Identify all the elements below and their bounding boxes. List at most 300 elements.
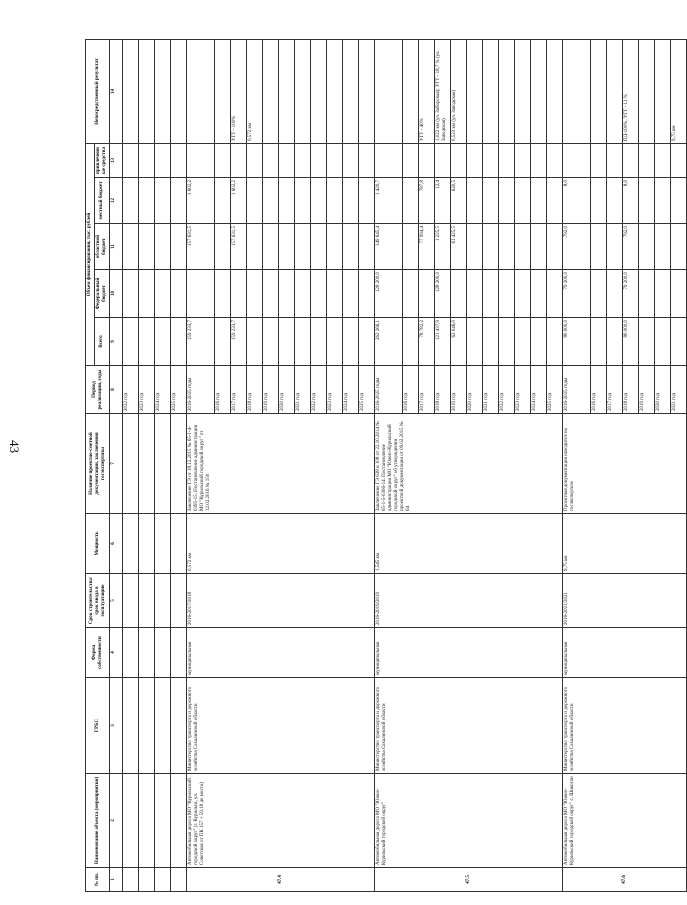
empty-cell (171, 774, 187, 868)
local-cell (499, 178, 515, 224)
federal-cell: 128 200,0 (375, 270, 403, 318)
federal-cell (359, 270, 375, 318)
empty-cell (123, 414, 139, 514)
rotated-table-sheet (85, 40, 677, 892)
federal-cell (639, 270, 655, 318)
regional-cell (607, 224, 623, 270)
empty-cell (139, 144, 155, 178)
empty-cell (171, 628, 187, 678)
federal-cell (279, 270, 295, 318)
local-cell: 1 602,2 (187, 178, 215, 224)
period-cell: 2017 год (231, 366, 247, 414)
regional-cell (215, 224, 231, 270)
object-docs: Проектная документация находится на госэкспертизе (563, 414, 687, 514)
total-cell: 62 046,0 (451, 318, 467, 366)
period-cell: 2016 год (215, 366, 231, 414)
federal-cell: 79 200,0 (563, 270, 591, 318)
regional-cell (343, 224, 359, 270)
federal-cell (671, 270, 687, 318)
result-cell: УГТ - 40% (419, 40, 435, 144)
private-cell (215, 144, 231, 178)
local-cell (279, 178, 295, 224)
object-capacity: 1,545 км (375, 514, 563, 574)
federal-cell (263, 270, 279, 318)
regional-cell (327, 224, 343, 270)
result-cell (639, 40, 655, 144)
result-cell (375, 40, 403, 144)
empty-cell (155, 678, 171, 774)
private-cell (499, 144, 515, 178)
header-regional: областной бюджет (95, 224, 110, 270)
regional-cell (655, 224, 671, 270)
empty-cell (139, 678, 155, 774)
result-cell (263, 40, 279, 144)
regional-cell (247, 224, 263, 270)
total-cell (263, 318, 279, 366)
column-number-cell: 13 (110, 144, 123, 178)
private-cell (419, 144, 435, 178)
private-cell (623, 144, 639, 178)
object-name: Автомобильная дорога МО "Южно-Курильский городской округ" с. Шикотан (563, 774, 687, 868)
regional-cell (403, 224, 419, 270)
period-cell: 2024 год (343, 366, 359, 414)
regional-cell (263, 224, 279, 270)
private-cell (655, 144, 671, 178)
federal-cell (343, 270, 359, 318)
period-cell: 2018 год (623, 366, 639, 414)
period-cell: 2019 год (451, 366, 467, 414)
result-cell: 1,022 км (ул. Заборская); УГТ - 18,7 % (ул. Заводская) (435, 40, 451, 144)
local-cell (343, 178, 359, 224)
period-cell: 2022 год (123, 366, 139, 414)
page-number: 43 (7, 440, 22, 453)
empty-cell (155, 514, 171, 574)
regional-cell (359, 224, 375, 270)
table-row (123, 40, 139, 892)
result-cell (403, 40, 419, 144)
total-cell (279, 318, 295, 366)
period-cell: 2016-2025 годы (563, 366, 591, 414)
federal-cell (483, 270, 499, 318)
private-cell (483, 144, 499, 178)
regional-cell (671, 224, 687, 270)
local-cell (655, 178, 671, 224)
private-cell (247, 144, 263, 178)
empty-cell (155, 774, 171, 868)
period-cell: 2025 год (359, 366, 375, 414)
result-cell (547, 40, 563, 144)
local-cell (403, 178, 419, 224)
regional-cell (279, 224, 295, 270)
column-number-cell: 8 (110, 366, 123, 414)
local-cell (547, 178, 563, 224)
local-cell (639, 178, 655, 224)
empty-cell (123, 144, 139, 178)
total-cell (639, 318, 655, 366)
regional-cell: 1 225,5 (435, 224, 451, 270)
empty-cell (155, 628, 171, 678)
result-cell (563, 40, 591, 144)
empty-cell (123, 224, 139, 270)
column-number-cell: 6 (110, 514, 123, 574)
object-docs: Заключение ГЭ 638 и 108 от 22.10.2014 № 65-1-5-0306-14. Постановление администрации МО "Южно-Курильский городской округ" об утверждении проектной документации от 09.02.2015 № 64 (375, 414, 563, 514)
regional-cell: 792,0 (563, 224, 591, 270)
empty-cell (171, 144, 187, 178)
regional-cell: 61 425,5 (451, 224, 467, 270)
period-cell: 2016 год (403, 366, 419, 414)
table-row (563, 40, 591, 892)
empty-cell (155, 40, 171, 144)
period-cell: 2024 год (155, 366, 171, 414)
period-cell: 2021 год (671, 366, 687, 414)
empty-cell (171, 178, 187, 224)
federal-cell (311, 270, 327, 318)
local-cell (531, 178, 547, 224)
empty-cell (139, 40, 155, 144)
federal-cell (591, 270, 607, 318)
federal-cell (547, 270, 563, 318)
regional-cell (311, 224, 327, 270)
empty-cell (171, 224, 187, 270)
total-cell (295, 318, 311, 366)
column-number-cell: 11 (110, 224, 123, 270)
total-cell: 80 000,0 (623, 318, 639, 366)
object-number: 47.4 (187, 868, 375, 892)
local-cell (359, 178, 375, 224)
regional-cell (295, 224, 311, 270)
object-grbs: Министерство транспорта и дорожного хозяйства Сахалинской области (187, 678, 375, 774)
header-capacity: Мощность (86, 514, 110, 574)
empty-cell (139, 270, 155, 318)
local-cell: 787,8 (419, 178, 435, 224)
period-cell: 2023 год (327, 366, 343, 414)
total-cell (483, 318, 499, 366)
federal-cell (215, 270, 231, 318)
empty-cell (171, 414, 187, 514)
column-number-cell: 5 (110, 574, 123, 628)
header-docs: Наличие проектно-сметной документации, заключения госэкспертизы (86, 414, 110, 514)
header-local: местный бюджет (95, 178, 110, 224)
private-cell (187, 144, 215, 178)
federal-cell (607, 270, 623, 318)
empty-cell (139, 318, 155, 366)
column-number-cell: 10 (110, 270, 123, 318)
private-cell (279, 144, 295, 178)
result-cell: 9,75 км (671, 40, 687, 144)
empty-cell (139, 774, 155, 868)
empty-cell (123, 628, 139, 678)
local-cell: 12,4 (435, 178, 451, 224)
table-row (171, 40, 187, 892)
table-row (139, 40, 155, 892)
empty-cell (139, 868, 155, 892)
object-capacity: 0,572 км (187, 514, 375, 574)
object-grbs: Министерство транспорта и дорожного хозяйства Сахалинской области (375, 678, 563, 774)
header-grbs: ГРБС (86, 678, 110, 774)
empty-cell (123, 318, 139, 366)
object-number: 47.6 (563, 868, 687, 892)
empty-cell (123, 270, 139, 318)
header-total: Всего (95, 318, 110, 366)
table-row (187, 40, 215, 892)
header-funding: Объем финансирования, тыс. рублей (86, 144, 95, 366)
column-number-cell: 2 (110, 774, 123, 868)
private-cell (547, 144, 563, 178)
private-cell (671, 144, 687, 178)
federal-cell (231, 270, 247, 318)
period-cell: 2022 год (499, 366, 515, 414)
header-period: Период реализации, годы (86, 366, 110, 414)
column-number-cell: 14 (110, 40, 123, 144)
object-name: Автомобильная дорога МО "Южно-Курильский городской округ" (375, 774, 563, 868)
result-cell (311, 40, 327, 144)
local-cell (671, 178, 687, 224)
empty-cell (155, 144, 171, 178)
local-cell: 620,5 (451, 178, 467, 224)
total-cell (671, 318, 687, 366)
result-cell (591, 40, 607, 144)
table-row (375, 40, 403, 892)
local-cell: 8,0 (563, 178, 591, 224)
period-cell: 2020 год (655, 366, 671, 414)
regional-cell: 157 631,5 (187, 224, 215, 270)
local-cell (515, 178, 531, 224)
total-cell (327, 318, 343, 366)
private-cell (607, 144, 623, 178)
private-cell (451, 144, 467, 178)
total-cell (607, 318, 623, 366)
local-cell: 8,0 (623, 178, 639, 224)
period-cell: 2018 год (435, 366, 451, 414)
federal-cell (499, 270, 515, 318)
total-cell: 121 437,9 (435, 318, 451, 366)
empty-cell (155, 318, 171, 366)
empty-cell (123, 678, 139, 774)
empty-cell (171, 318, 187, 366)
result-cell (343, 40, 359, 144)
empty-cell (123, 178, 139, 224)
object-term: 2016-2019/2019 (375, 574, 563, 628)
regional-cell: 157 631,5 (231, 224, 247, 270)
header-result: Непосредственный результат (86, 40, 110, 144)
period-cell: 2023 год (139, 366, 155, 414)
column-numbers-row (110, 40, 123, 892)
period-cell: 2025 год (171, 366, 187, 414)
empty-cell (171, 40, 187, 144)
federal-cell (531, 270, 547, 318)
federal-cell (327, 270, 343, 318)
federal-cell (187, 270, 215, 318)
empty-cell (155, 414, 171, 514)
private-cell (467, 144, 483, 178)
local-cell (311, 178, 327, 224)
federal-cell: 79 200,0 (623, 270, 639, 318)
federal-cell (295, 270, 311, 318)
total-cell: 159 233,7 (231, 318, 247, 366)
federal-cell (467, 270, 483, 318)
private-cell (563, 144, 591, 178)
regional-cell (515, 224, 531, 270)
result-cell (187, 40, 215, 144)
object-number: 47.5 (375, 868, 563, 892)
result-cell (607, 40, 623, 144)
result-cell: 0,572 км (247, 40, 263, 144)
local-cell (247, 178, 263, 224)
local-cell: 1 420,7 (375, 178, 403, 224)
federal-cell (419, 270, 435, 318)
period-cell: 2019 год (263, 366, 279, 414)
column-number-cell: 12 (110, 178, 123, 224)
header-no: № пп. (86, 868, 110, 892)
object-capacity: 9,75 км (563, 514, 687, 574)
result-cell (215, 40, 231, 144)
private-cell (375, 144, 403, 178)
empty-cell (139, 574, 155, 628)
federal-cell: 128 200,0 (435, 270, 451, 318)
header-ownership: Форма собственности (86, 628, 110, 678)
empty-cell (171, 574, 187, 628)
empty-cell (155, 178, 171, 224)
total-cell (403, 318, 419, 366)
result-cell (515, 40, 531, 144)
local-cell (327, 178, 343, 224)
result-cell (327, 40, 343, 144)
column-number-cell: 3 (110, 678, 123, 774)
empty-cell (123, 574, 139, 628)
result-cell: ПД-100%, УГТ - 11 % (623, 40, 639, 144)
period-cell: 2021 год (295, 366, 311, 414)
regional-cell: 792,0 (623, 224, 639, 270)
federal-cell (403, 270, 419, 318)
empty-cell (123, 514, 139, 574)
total-cell (311, 318, 327, 366)
federal-cell (247, 270, 263, 318)
empty-cell (171, 514, 187, 574)
regional-cell: 77 994,4 (419, 224, 435, 270)
regional-cell (499, 224, 515, 270)
total-cell (531, 318, 547, 366)
period-cell: 2022 год (311, 366, 327, 414)
total-cell (515, 318, 531, 366)
private-cell (591, 144, 607, 178)
column-number-cell: 9 (110, 318, 123, 366)
private-cell (343, 144, 359, 178)
empty-cell (123, 40, 139, 144)
header-private: привлеченные средства (95, 144, 110, 178)
period-cell: 2021 год (483, 366, 499, 414)
period-cell: 2020 год (279, 366, 295, 414)
total-cell: 262 266,1 (375, 318, 403, 366)
column-number-cell: 4 (110, 628, 123, 678)
table-row (155, 40, 171, 892)
local-cell (467, 178, 483, 224)
empty-cell (123, 868, 139, 892)
empty-cell (155, 574, 171, 628)
header-name: Наименование объекта (мероприятия) (86, 774, 110, 868)
object-term: 2016-2021/2021 (563, 574, 687, 628)
local-cell (591, 178, 607, 224)
federal-cell (655, 270, 671, 318)
period-cell: 2016-2025 годы (187, 366, 215, 414)
table-body (123, 40, 687, 892)
total-cell (359, 318, 375, 366)
private-cell (435, 144, 451, 178)
local-cell (295, 178, 311, 224)
period-cell: 2024 год (531, 366, 547, 414)
federal-cell (451, 270, 467, 318)
object-term: 2016-2017/2018 (187, 574, 375, 628)
result-cell (531, 40, 547, 144)
private-cell (263, 144, 279, 178)
period-cell: 2016 год (591, 366, 607, 414)
object-ownership: муниципальная (187, 628, 375, 678)
result-cell: УГТ - 100% (231, 40, 247, 144)
total-cell (215, 318, 231, 366)
total-cell (247, 318, 263, 366)
local-cell: 1 602,2 (231, 178, 247, 224)
total-cell: 159 233,7 (187, 318, 215, 366)
regional-cell: 149 645,4 (375, 224, 403, 270)
header-federal: Федеральный бюджет (95, 270, 110, 318)
header-term: Срок строительства/срок ввода в эксплуатацию (86, 574, 110, 628)
result-cell (655, 40, 671, 144)
period-cell: 2020 год (467, 366, 483, 414)
total-cell (547, 318, 563, 366)
total-cell (499, 318, 515, 366)
total-cell (343, 318, 359, 366)
regional-cell (467, 224, 483, 270)
total-cell: 78 782,2 (419, 318, 435, 366)
total-cell: 80 000,0 (563, 318, 591, 366)
result-cell (467, 40, 483, 144)
private-cell (311, 144, 327, 178)
total-cell (591, 318, 607, 366)
empty-cell (155, 868, 171, 892)
local-cell (215, 178, 231, 224)
empty-cell (139, 514, 155, 574)
empty-cell (123, 774, 139, 868)
empty-cell (171, 868, 187, 892)
period-cell: 2023 год (515, 366, 531, 414)
object-ownership: муниципальная (375, 628, 563, 678)
object-grbs: Министерство транспорта и дорожного хозяйства Сахалинской области (563, 678, 687, 774)
empty-cell (171, 270, 187, 318)
private-cell (295, 144, 311, 178)
result-cell (359, 40, 375, 144)
object-ownership: муниципальная (563, 628, 687, 678)
regional-cell (547, 224, 563, 270)
empty-cell (139, 178, 155, 224)
object-docs: Заключение ГЭ от 18.12.2015 № 65-1-4-0395-15. Постановление администрации МО "Курильский городской округ" от 12.02.2016 № 150 (187, 414, 375, 514)
result-cell (279, 40, 295, 144)
regional-cell (591, 224, 607, 270)
program-objects-table (85, 39, 687, 892)
empty-cell (155, 224, 171, 270)
empty-cell (171, 678, 187, 774)
period-cell: 2017 год (419, 366, 435, 414)
result-cell (483, 40, 499, 144)
period-cell: 2017 год (607, 366, 623, 414)
period-cell: 2019 год (639, 366, 655, 414)
result-cell (499, 40, 515, 144)
empty-cell (139, 628, 155, 678)
regional-cell (483, 224, 499, 270)
total-cell (655, 318, 671, 366)
local-cell (607, 178, 623, 224)
empty-cell (139, 414, 155, 514)
private-cell (359, 144, 375, 178)
regional-cell (639, 224, 655, 270)
